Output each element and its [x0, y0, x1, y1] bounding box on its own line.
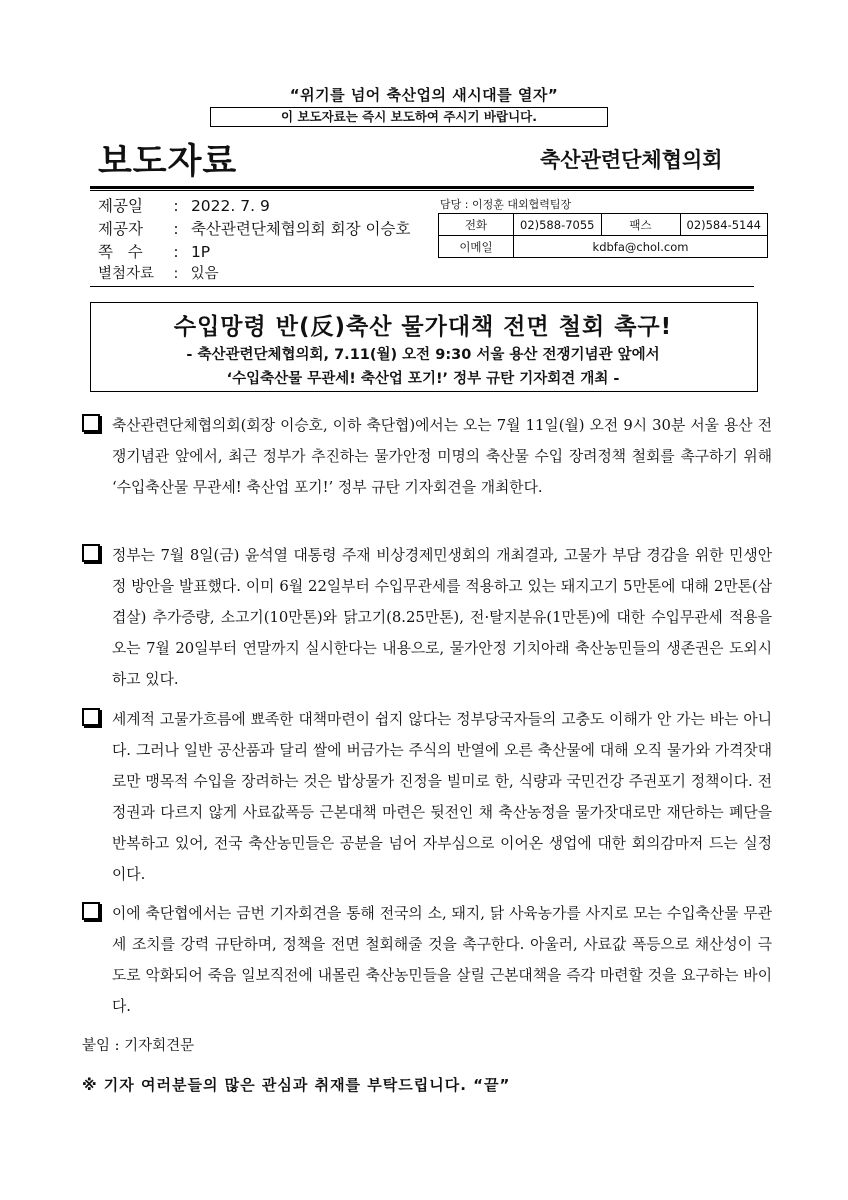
doc-type-title: 보도자료: [98, 142, 238, 182]
release-notice: 이 보도자료는 즉시 보도하여 주시기 바랍니다.: [210, 107, 608, 127]
header-rule-thick: [90, 186, 754, 189]
header-rule-thin: [90, 190, 754, 191]
meta-pages: 쪽 수 : 1P: [98, 240, 210, 262]
meta-pages-value: 1P: [190, 243, 211, 261]
meta-pages-key: 쪽 수: [98, 243, 143, 261]
attachment-note: 붙임 : 기자회견문: [82, 1038, 195, 1054]
meta-attachment-value: 있음: [190, 266, 219, 282]
organization-name: 축산관련단체협의회: [540, 148, 723, 172]
headline-sub2: ‘수입축산물 무관세! 축산업 포기!’ 정부 규탄 기자회견 개최 -: [226, 371, 620, 387]
meta-date-value: 2022. 7. 9: [190, 197, 270, 215]
paragraph: [82, 704, 772, 890]
paragraph-text: 정부는 7월 8일(금) 윤석열 대통령 주재 비상경제민생회의 개최결과, 고물가 부담 경감을 위한 민생안정 방안을 발표했다. 이미 6월 22일부터 수입무관세를 적용하고 있는 돼지고기 5만톤에 대해 2만톤(삼겹살) 추가증량, 소고기(10만톤)와 닭고기(8.25만톤), 전·탈지분유(1만톤)에 대한 수입무관세 적용을 오는 7월 20일부터 연말까지 실시한다는 내용으로, 물가안정 기치아래 축산농민들의 생존권은 도외시하고 있다.: [112, 547, 772, 688]
headline-sub1: - 축산관련단체협의회, 7.11(월) 오전 9:30 서울 용산 전쟁기념관 앞에서: [186, 347, 660, 363]
paragraph-text: 축산관련단체협의회(회장 이승호, 이하 축단협)에서는 오는 7월 11일(월) 오전 9시 30분 서울 용산 전쟁기념관 앞에서, 최근 정부가 추진하는 물가안정 미명의 축산물 수입 장려정책 철회를 촉구하기 위해 ‘수입축산물 무관세! 축산업 포기!’ 정부 규탄 기자회견을 개최한다.: [112, 417, 772, 496]
phone-value: 02)588-7055: [514, 214, 602, 236]
email-label: 이메일: [439, 236, 514, 258]
paragraph-text: 이에 축단협에서는 금번 기자회견을 통해 전국의 소, 돼지, 닭 사육농가를 사지로 모는 수입축산물 무관세 조치를 강력 규탄하며, 정책을 전면 철회해줄 것을 촉구한다. 아울러, 사료값 폭등으로 채산성이 극도로 악화되어 죽음 일보직전에 내몰린 축산농민들을 살릴 근본대책을 즉각 마련할 것을 요구하는 바이다.: [112, 905, 772, 1015]
contact-manager: 담당 : 이정훈 대외협력팀장: [440, 198, 572, 211]
checkbox-bullet-icon: [82, 902, 100, 920]
closing-note: ※ 기자 여러분들의 많은 관심과 취재를 부탁드립니다. “끝”: [82, 1076, 511, 1094]
meta-provider: 제공자 : 축산관련단체협의회 회장 이승호: [98, 217, 410, 239]
paragraph: [82, 898, 772, 1022]
checkbox-bullet-icon: [82, 708, 100, 726]
meta-provider-key: 제공자: [98, 220, 143, 238]
headline-title: 수입망령 반(反)축산 물가대책 전면 철회 촉구!: [173, 314, 673, 340]
checkbox-bullet-icon: [82, 544, 100, 562]
slogan: “위기를 넘어 축산업의 새시대를 열자”: [289, 86, 559, 104]
paragraph-text: 세계적 고물가흐름에 뾰족한 대책마련이 쉽지 않다는 정부당국자들의 고충도 이해가 안 가는 바는 아니다. 그러나 일반 공산품과 달리 쌀에 버금가는 주식의 반열에 오른 축산물에 대해 오직 물가와 가격잣대로만 맹목적 수입을 장려하는 것은 밥상물가 진정을 빌미로 한, 식량과 국민건강 주권포기 정책이다. 전 정권과 다르지 않게 사료값폭등 근본대책 마련은 뒷전인 채 축산농정을 물가잣대로만 재단하는 폐단을 반복하고 있어, 전국 축산농민들은 공분을 넘어 자부심으로 이어온 생업에 대한 회의감마저 드는 실정이다.: [112, 711, 772, 883]
meta-attachment: 별첨자료 : 있음: [98, 262, 219, 283]
phone-label: 전화: [439, 214, 514, 236]
checkbox-bullet-icon: [82, 414, 100, 432]
paragraph: [82, 410, 772, 503]
meta-attachment-key: 별첨자료: [98, 266, 155, 282]
meta-date-key: 제공일: [98, 197, 143, 215]
contact-table: [438, 213, 768, 258]
email-value[interactable]: kdbfa@chol.com: [514, 236, 768, 258]
meta-provider-value: 축산관련단체협의회 회장 이승호: [190, 220, 411, 238]
meta-date: 제공일 : 2022. 7. 9: [98, 194, 270, 216]
meta-rule: [90, 286, 754, 287]
fax-label: 팩스: [601, 214, 680, 236]
paragraph: [82, 540, 772, 695]
fax-value: 02)584-5144: [680, 214, 768, 236]
